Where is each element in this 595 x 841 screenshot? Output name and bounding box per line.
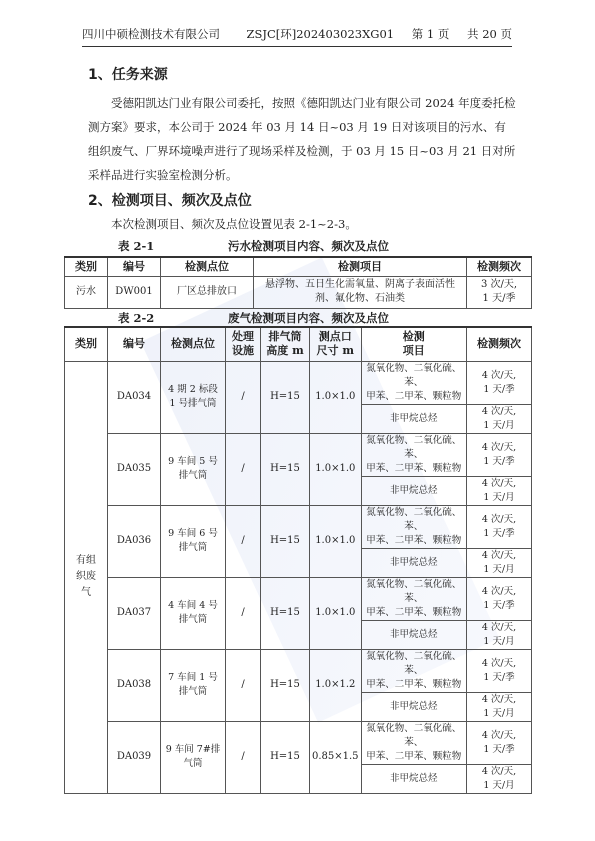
col-id: 编号 (108, 257, 161, 276)
table-row: DA039 9 车间 7#排 气筒 / H=15 0.85×1.5 氮氧化物、二氧化硫、苯、 甲苯、二甲苯、颗粒物 4 次/天, 1 天/季 (65, 721, 532, 764)
section-2-text: 本次检测项目、频次及点位设置见表 2-1~2-3。 (111, 217, 357, 231)
section-1-title: 1、任务来源 (88, 67, 168, 83)
table-row: 非甲烷总烃 4 次/天, 1 天/月 (65, 476, 532, 505)
table-2-2-title: 废气检测项目内容、频次及点位 (228, 311, 389, 325)
section-2-title: 2、检测项目、频次及点位 (88, 193, 252, 209)
table-2-2-label: 表 2-2 (118, 311, 155, 325)
col-frequency: 检测频次 (467, 257, 532, 276)
table-row: 污水 DW001 厂区总排放口 悬浮物、五日生化需氧量、阴离子表面活性剂、氟化物、石油类 3 次/天, 1 天/季 (65, 276, 532, 308)
section-1-text: 受德阳凯达门业有限公司委托，按照《德阳凯达门业有限公司 2024 年度委托检测方案》要求，本公司于 2024 年 03 月 14 日~03 月 19 日对该项目的污水、有组织废气、厂界环境噪声进行了现场采样及检测，于 03 月 15 日~03 月 21 日对所采样品进行实验室检测分析。 (88, 96, 516, 182)
company-name: 四川中硕检测技术有限公司 (82, 27, 220, 41)
col-items: 检测项目 (254, 257, 467, 276)
table-row: 非甲烷总烃 4 次/天, 1 天/月 (65, 764, 532, 793)
table-row: DA035 9 车间 5 号 排气筒 / H=15 1.0×1.0 氮氧化物、二氧化硫、苯、 甲苯、二甲苯、颗粒物 4 次/天, 1 天/季 (65, 433, 532, 476)
page-header (82, 26, 512, 47)
report-number: ZSJC[环]202403023XG01 (246, 27, 395, 41)
table-2-1-title: 污水检测项目内容、频次及点位 (228, 239, 389, 253)
table-row: DA036 9 车间 6 号 排气筒 / H=15 1.0×1.0 氮氧化物、二氧化硫、苯、 甲苯、二甲苯、颗粒物 4 次/天, 1 天/季 (65, 505, 532, 548)
table-row: 非甲烷总烃 4 次/天, 1 天/月 (65, 404, 532, 433)
col-site: 检测点位 (161, 257, 254, 276)
table-row: 非甲烷总烃 4 次/天, 1 天/月 (65, 620, 532, 649)
category-cell: 有组织废气 (65, 361, 108, 793)
exhaust-gas-table: 类别 编号 检测点位 处理 设施 排气筒 高度 m 测点口 尺寸 m 检测 项目 检测频次 有组织废气 DA034 4 期 2 标段 1 号排气筒 / H=15 1.0×1.0 氮氧化物、二氧化硫、苯、 甲苯、二甲苯、颗粒物 4 次/天, 1 天/季 非甲烷总烃 4 次/天, 1 天/月 DA035 9 车间 5 号 排气筒 / H=15 1.0×1.0 氮氧化物、二氧化硫、苯、 甲苯、二甲苯、颗粒物 4 次/天, 1 天/季 非甲烷总烃 4 次/天, 1 天/月 DA036 9 车间 6 号 排气筒 / H=15 1.0×1.0 氮氧化物、二氧化硫、苯、 甲苯、二甲苯、颗粒物 4 次/天, 1 天/季 非甲烷总烃 4 次/天, 1 天/月 DA037 4 车间 4 号 排气筒 / H=15 1.0×1.0 氮氧化物、二氧化硫、苯、 甲苯、二甲苯、颗粒物 4 次/天, 1 天/季 非甲烷总烃 4 次/天, 1 天/月 DA038 7 车间 1 号 排气筒 / H=15 1.0×1.2 氮氧化物、二氧化硫、苯、 甲苯、二甲苯、颗粒物 4 次/天, 1 天/季 非甲烷总烃 4 次/天, 1 天/月 DA039 9 车间 7#排 气筒 / H=15 0.85×1.5 氮氧化物、二氧化硫、苯、 甲苯、二甲苯、颗粒物 4 次/天, 1 天/季 非甲烷总烃 4 次/天, 1 天/月 (64, 326, 532, 794)
table-row: 非甲烷总烃 4 次/天, 1 天/月 (65, 548, 532, 577)
table-row: DA038 7 车间 1 号 排气筒 / H=15 1.0×1.2 氮氧化物、二氧化硫、苯、 甲苯、二甲苯、颗粒物 4 次/天, 1 天/季 (65, 649, 532, 692)
wastewater-table (64, 256, 532, 309)
page-number: 第 1 页 (411, 27, 450, 41)
table-row: 非甲烷总烃 4 次/天, 1 天/月 (65, 692, 532, 721)
table-2-1-label: 表 2-1 (118, 239, 155, 253)
col-type: 类别 (65, 257, 108, 276)
page-total: 共 20 页 (467, 27, 512, 41)
table-row: 有组织废气 DA034 4 期 2 标段 1 号排气筒 / H=15 1.0×1.0 氮氧化物、二氧化硫、苯、 甲苯、二甲苯、颗粒物 4 次/天, 1 天/季 (65, 361, 532, 404)
table-row: DA037 4 车间 4 号 排气筒 / H=15 1.0×1.0 氮氧化物、二氧化硫、苯、 甲苯、二甲苯、颗粒物 4 次/天, 1 天/季 (65, 577, 532, 620)
